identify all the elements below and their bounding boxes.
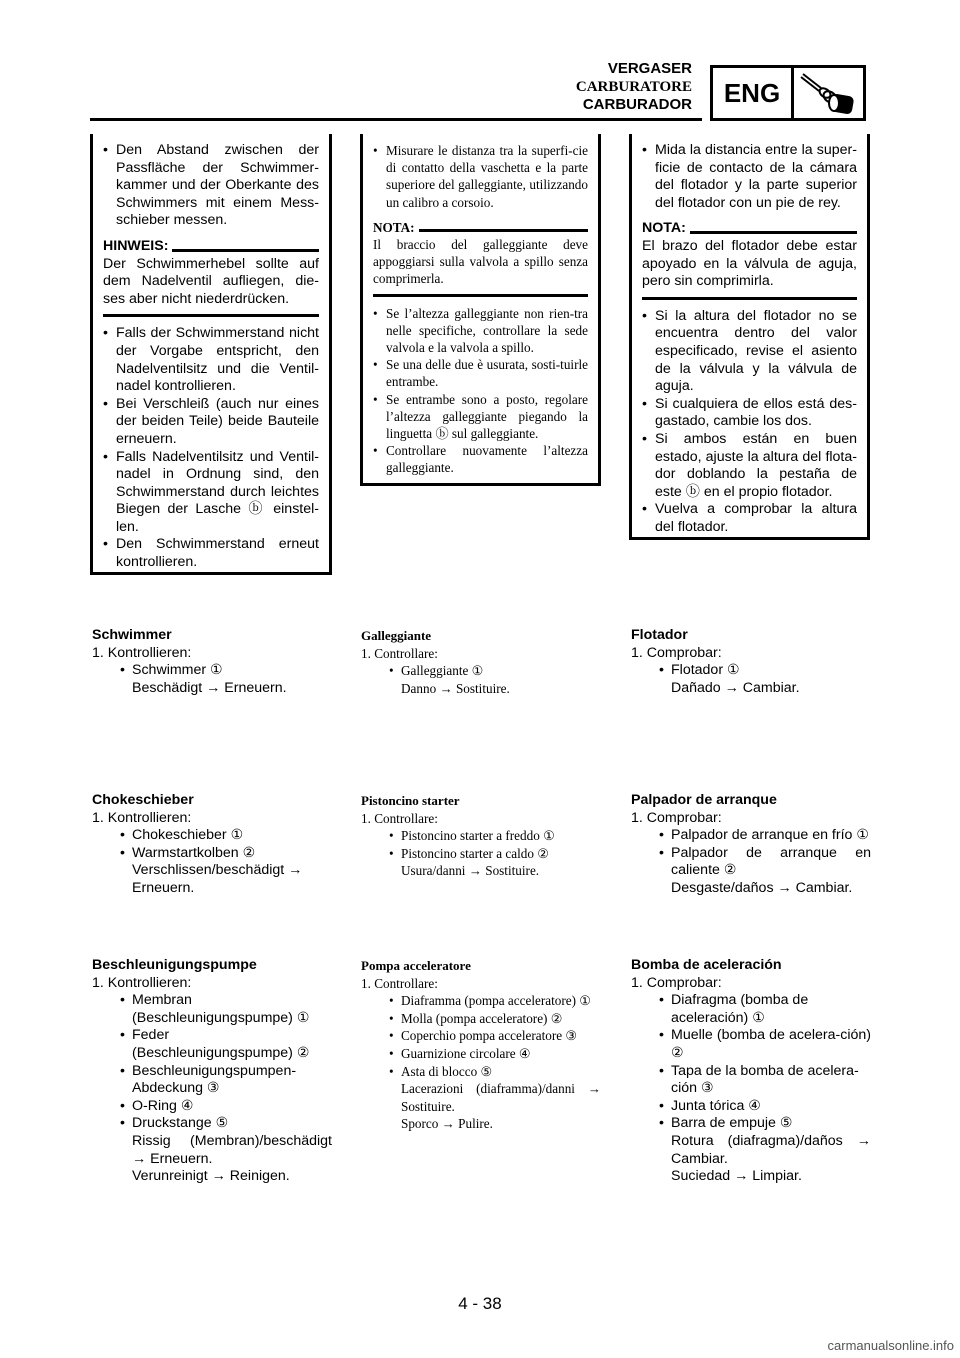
result-text: Usura/danni → Sostituire. xyxy=(401,863,540,879)
check-item: • Druckstange ⑤ xyxy=(120,1115,332,1133)
result-text-2: Verunreinigt → Reinigen. xyxy=(132,1168,290,1185)
result-text: Dañado → Cambiar. xyxy=(671,679,800,696)
check-item: • Warmstartkolben ② xyxy=(120,845,332,863)
section-starter-es xyxy=(631,792,871,898)
title-es: CARBURADOR xyxy=(582,96,692,113)
step-label: 1. Kontrollieren: xyxy=(92,644,192,661)
box-it-item: • Controllare nuovamente l’altezza galleggiante. xyxy=(373,442,588,476)
note-label-de xyxy=(103,238,319,256)
result-text: Rissig (Membran)/beschädigt → Erneuern. xyxy=(132,1132,332,1167)
section-float-de xyxy=(92,627,332,697)
section-heading: Galleggiante xyxy=(361,628,432,643)
result-text: Rotura (diafragma)/daños → Cambiar. xyxy=(671,1132,871,1167)
section-heading: Beschleunigungspumpe xyxy=(92,957,257,973)
section-pump-es xyxy=(631,957,871,1186)
check-item: • Diafragma (bomba de aceleración) ① xyxy=(659,992,871,1027)
section-heading: Schwimmer xyxy=(92,627,172,643)
check-item: • Barra de empuje ⑤ xyxy=(659,1115,871,1133)
section-heading: Bomba de aceleración xyxy=(631,957,782,973)
box-es-bullet-1: • Mida la distancia entre la super-ficie de contacto de la cámara del flotador y la parte superior del flotador con un pie de rey. xyxy=(642,142,857,212)
result-text: Danno → Sostituire. xyxy=(401,680,510,696)
box-it-item: • Se entrambe sono a posto, regolare l’altezza galleggiante piegando la linguetta ⓑ sul galleggiante. xyxy=(373,391,588,443)
result-text: Desgaste/daños → Cambiar. xyxy=(671,879,853,896)
check-item: • Guarnizione circolare ④ xyxy=(389,1045,601,1063)
section-pump-de xyxy=(92,957,332,1186)
step-label: 1. Comprobar: xyxy=(631,809,722,826)
section-heading: Flotador xyxy=(631,627,688,643)
check-item: • Pistoncino starter a freddo ① xyxy=(389,827,601,845)
result-text: Beschädigt → Erneuern. xyxy=(132,679,287,696)
check-item: • Tapa de la bomba de acelera-ción ③ xyxy=(659,1063,871,1098)
step-label: 1. Controllare: xyxy=(361,810,438,826)
procedure-box-it xyxy=(360,134,601,486)
lang-badge: ENG xyxy=(713,68,794,118)
check-item: • Galleggiante ① xyxy=(389,662,601,680)
box-es-item: • Vuelva a comprobar la altura del flotador. xyxy=(642,501,857,536)
divider xyxy=(103,314,319,317)
section-heading: Palpador de arranque xyxy=(631,792,777,808)
check-item: • Chokeschieber ① xyxy=(120,827,332,845)
box-es-item: • Si ambos están en buen estado, ajuste la altura del flota-dor doblando la pestaña de este ⓑ en el propio flotador. xyxy=(642,431,857,501)
carburetor-icon xyxy=(797,71,861,119)
page-number: 4 - 38 xyxy=(458,1294,502,1313)
check-item: • Coperchio pompa acceleratore ③ xyxy=(389,1027,601,1045)
box-de-item: • Den Schwimmerstand erneut kontrollieren. xyxy=(103,536,319,571)
result-text-2: Sporco → Pulire. xyxy=(401,1116,493,1132)
section-pump-it xyxy=(361,957,601,1133)
section-heading: Pistoncino starter xyxy=(361,793,460,808)
check-item: • Schwimmer ① xyxy=(120,662,332,680)
box-it-bullet-1: • Misurare le distanza tra la superfi-cie di contatto della vaschetta e la parte superiore del galleggiante, utilizzando un calibro a corsoio. xyxy=(373,142,588,211)
check-item: • O-Ring ④ xyxy=(120,1098,332,1116)
box-it-item: • Se l’altezza galleggiante non rien-tra nelle specifiche, controllare la sede valvola e la valvola a spillo. xyxy=(373,305,588,357)
result-text: Verschlissen/beschädigt → Erneuern. xyxy=(132,862,303,896)
title-de: VERGASER xyxy=(607,60,692,77)
box-de-item: • Bei Verschleiß (auch nur eines der beiden Teile) beide Bauteile erneuern. xyxy=(103,396,319,449)
section-heading: Chokeschieber xyxy=(92,792,194,808)
divider xyxy=(642,297,857,300)
note-label-text: HINWEIS: xyxy=(103,237,169,254)
section-heading: Pompa acceleratore xyxy=(361,958,471,973)
box-it-item: • Se una delle due è usurata, sosti-tuirle entrambe. xyxy=(373,356,588,390)
check-item: • Palpador de arranque en caliente ② xyxy=(659,845,871,880)
note-text-de: Der Schwimmerhebel sollte auf dem Nadelventil aufliegen, die-ses aber nicht niederdrücken. xyxy=(103,255,319,307)
section-float-it xyxy=(361,627,601,697)
procedure-box-de xyxy=(90,134,332,575)
note-label-es xyxy=(642,220,857,238)
note-text-it: Il braccio del galleggiante deve appoggiarsi sulla valvola a spillo senza comprimerla. xyxy=(373,237,588,287)
box-de-bullet-1: • Den Abstand zwischen der Passfläche der Schwimmer-kammer und der Oberkante des Schwimmers mit einem Mess-schieber messen. xyxy=(103,142,319,230)
check-item: • Molla (pompa acceleratore) ② xyxy=(389,1010,601,1028)
section-title-block xyxy=(576,60,692,114)
check-item: • Membran (Beschleunigungspumpe) ① xyxy=(120,992,332,1027)
check-item: • Junta tórica ④ xyxy=(659,1098,871,1116)
note-text-es: El brazo del flotador debe estar apoyado en la válvula de aguja, pero sin comprimirla. xyxy=(642,237,857,290)
check-item: • Flotador ① xyxy=(659,662,871,680)
step-label: 1. Controllare: xyxy=(361,975,438,991)
step-label: 1. Kontrollieren: xyxy=(92,974,192,991)
box-es-item: • Si cualquiera de ellos está des-gastado, cambie los dos. xyxy=(642,396,857,431)
check-item: • Palpador de arranque en frío ① xyxy=(659,827,871,845)
procedure-box-es xyxy=(629,134,870,540)
check-item: • Feder (Beschleunigungspumpe) ② xyxy=(120,1027,332,1062)
step-label: 1. Comprobar: xyxy=(631,974,722,991)
check-item: • Muelle (bomba de acelera-ción) ② xyxy=(659,1027,871,1062)
result-text-2: Suciedad → Limpiar. xyxy=(671,1168,802,1185)
note-label-text: NOTA: xyxy=(373,219,415,235)
section-starter-it xyxy=(361,792,601,880)
step-label: 1. Controllare: xyxy=(361,645,438,661)
box-es-item: • Si la altura del flotador no se encuentra dentro del valor especificado, revise el asiento de la válvula y la válvula de aguja. xyxy=(642,308,857,396)
chapter-badge xyxy=(710,65,866,121)
header-rule xyxy=(90,118,702,121)
section-starter-de xyxy=(92,792,332,898)
section-float-es xyxy=(631,627,871,697)
box-de-item: • Falls Nadelventilsitz und Ventil-nadel in Ordnung sind, den Schwimmerstand durch leichtes Biegen der Lasche ⓑ einstel-len. xyxy=(103,449,319,537)
check-item: • Diaframma (pompa acceleratore) ① xyxy=(389,992,601,1010)
watermark-footer: carmanualsonline.info xyxy=(827,1338,954,1353)
box-de-item: • Falls der Schwimmerstand nicht der Vorgabe entspricht, den Nadelventilsitz und die Ventil-nadel kontrollieren. xyxy=(103,325,319,395)
check-item: • Asta di blocco ⑤ xyxy=(389,1063,601,1081)
divider xyxy=(373,294,588,297)
note-label-it xyxy=(373,219,588,236)
step-label: 1. Kontrollieren: xyxy=(92,809,192,826)
title-it: CARBURATORE xyxy=(575,79,692,95)
note-label-text: NOTA: xyxy=(642,220,686,237)
step-label: 1. Comprobar: xyxy=(631,644,722,661)
check-item: • Pistoncino starter a caldo ② xyxy=(389,845,601,863)
check-item: • Beschleunigungspumpen-Abdeckung ③ xyxy=(120,1063,332,1098)
result-text: Lacerazioni (diaframma)/danni → Sostituire. xyxy=(401,1081,601,1114)
